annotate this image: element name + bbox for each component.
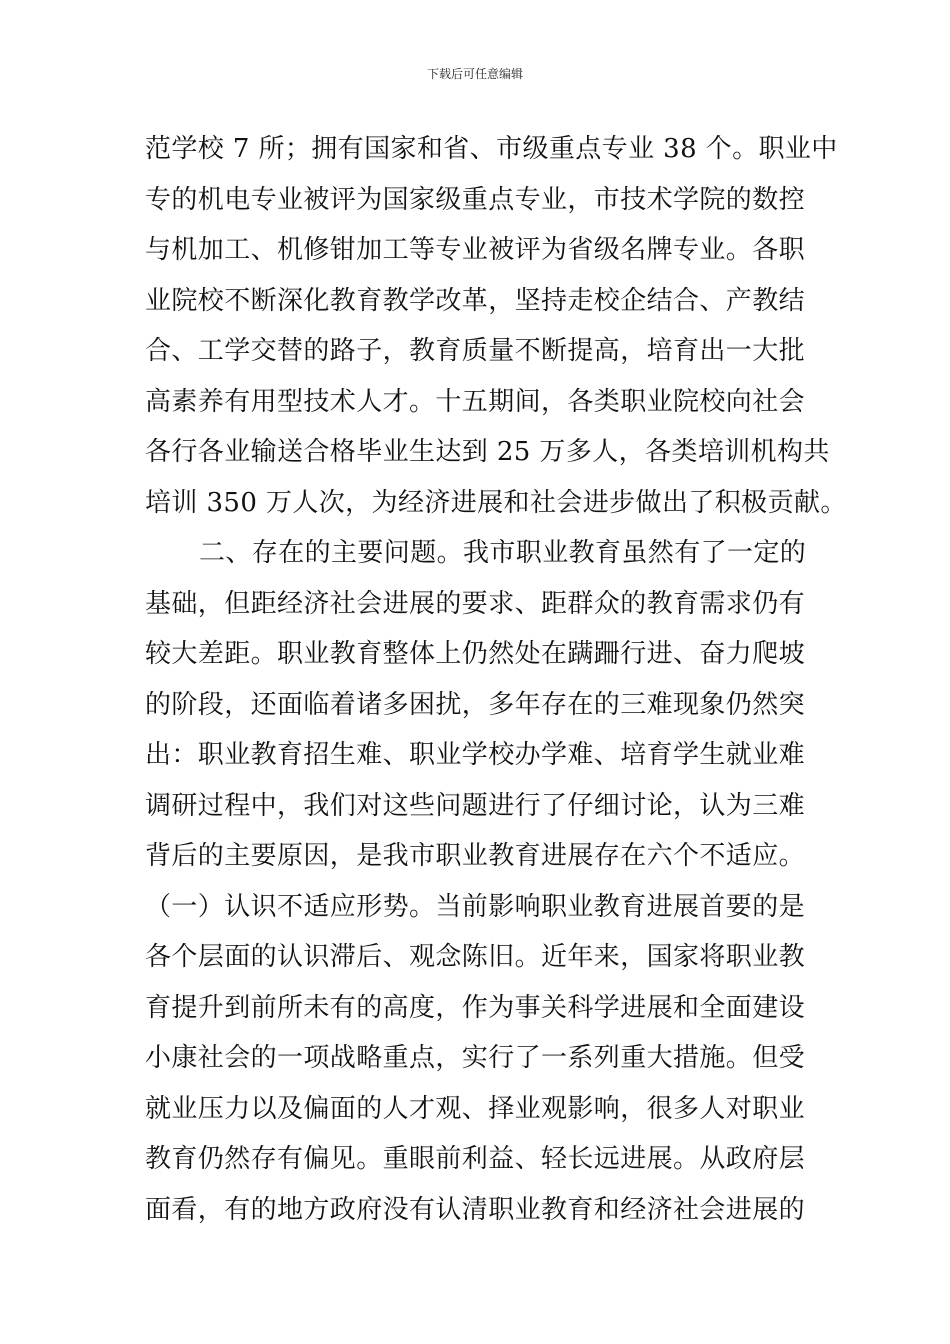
text-line: 调研过程中，我们对这些问题进行了仔细讨论，认为三难 bbox=[145, 790, 806, 821]
page-header: 下载后可任意编辑 bbox=[426, 67, 523, 81]
text-line: 教育仍然存有偏见。重眼前利益、轻长远进展。从政府层 bbox=[145, 1144, 806, 1174]
text-line: 就业压力以及偏面的人才观、择业观影响，很多人对职业 bbox=[145, 1093, 806, 1124]
text-line: 业院校不断深化教育教学改革，坚持走校企结合、产教结 bbox=[145, 285, 806, 316]
text-line: 各个层面的认识滞后、观念陈旧。近年来，国家将职业教 bbox=[145, 942, 806, 972]
text-line: 出：职业教育招生难、职业学校办学难、培育学生就业难 bbox=[145, 740, 806, 770]
section-heading-line: 二、存在的主要问题。我市职业教育虽然有了一定的 bbox=[199, 538, 807, 568]
text-line: 范学校 7 所；拥有国家和省、市级重点专业 38 个。职业中 bbox=[145, 134, 838, 164]
text-line: 基础，但距经济社会进展的要求、距群众的教育需求仍有 bbox=[145, 588, 806, 619]
text-line: 小康社会的一项战略重点，实行了一系列重大措施。但受 bbox=[145, 1043, 806, 1073]
text-line: 培训 350 万人次，为经济进展和社会进步做出了积极贡献。 bbox=[145, 487, 847, 518]
subsection-heading-line: （一）认识不适应形势。当前影响职业教育进展首要的是 bbox=[145, 891, 806, 922]
text-line: 背后的主要原因，是我市职业教育进展存在六个不适应。 bbox=[145, 841, 806, 871]
document-body bbox=[145, 124, 847, 1235]
text-line: 合、工学交替的路子，教育质量不断提高，培育出一大批 bbox=[145, 336, 806, 366]
text-line: 育提升到前所未有的高度，作为事关科学进展和全面建设 bbox=[145, 992, 806, 1023]
text-line: 专的机电专业被评为国家级重点专业，市技术学院的数控 bbox=[145, 184, 806, 215]
text-line: 较大差距。职业教育整体上仍然处在蹒跚行进、奋力爬坡 bbox=[145, 639, 806, 669]
text-line: 各行各业输送合格毕业生达到 25 万多人，各类培训机构共 bbox=[145, 437, 830, 467]
text-line: 与机加工、机修钳加工等专业被评为省级名牌专业。各职 bbox=[145, 235, 806, 265]
text-line: 的阶段，还面临着诸多困扰，多年存在的三难现象仍然突 bbox=[145, 689, 806, 720]
text-line: 面看，有的地方政府没有认清职业教育和经济社会进展的 bbox=[145, 1194, 806, 1225]
text-line: 高素养有用型技术人才。十五期间，各类职业院校向社会 bbox=[145, 386, 806, 417]
